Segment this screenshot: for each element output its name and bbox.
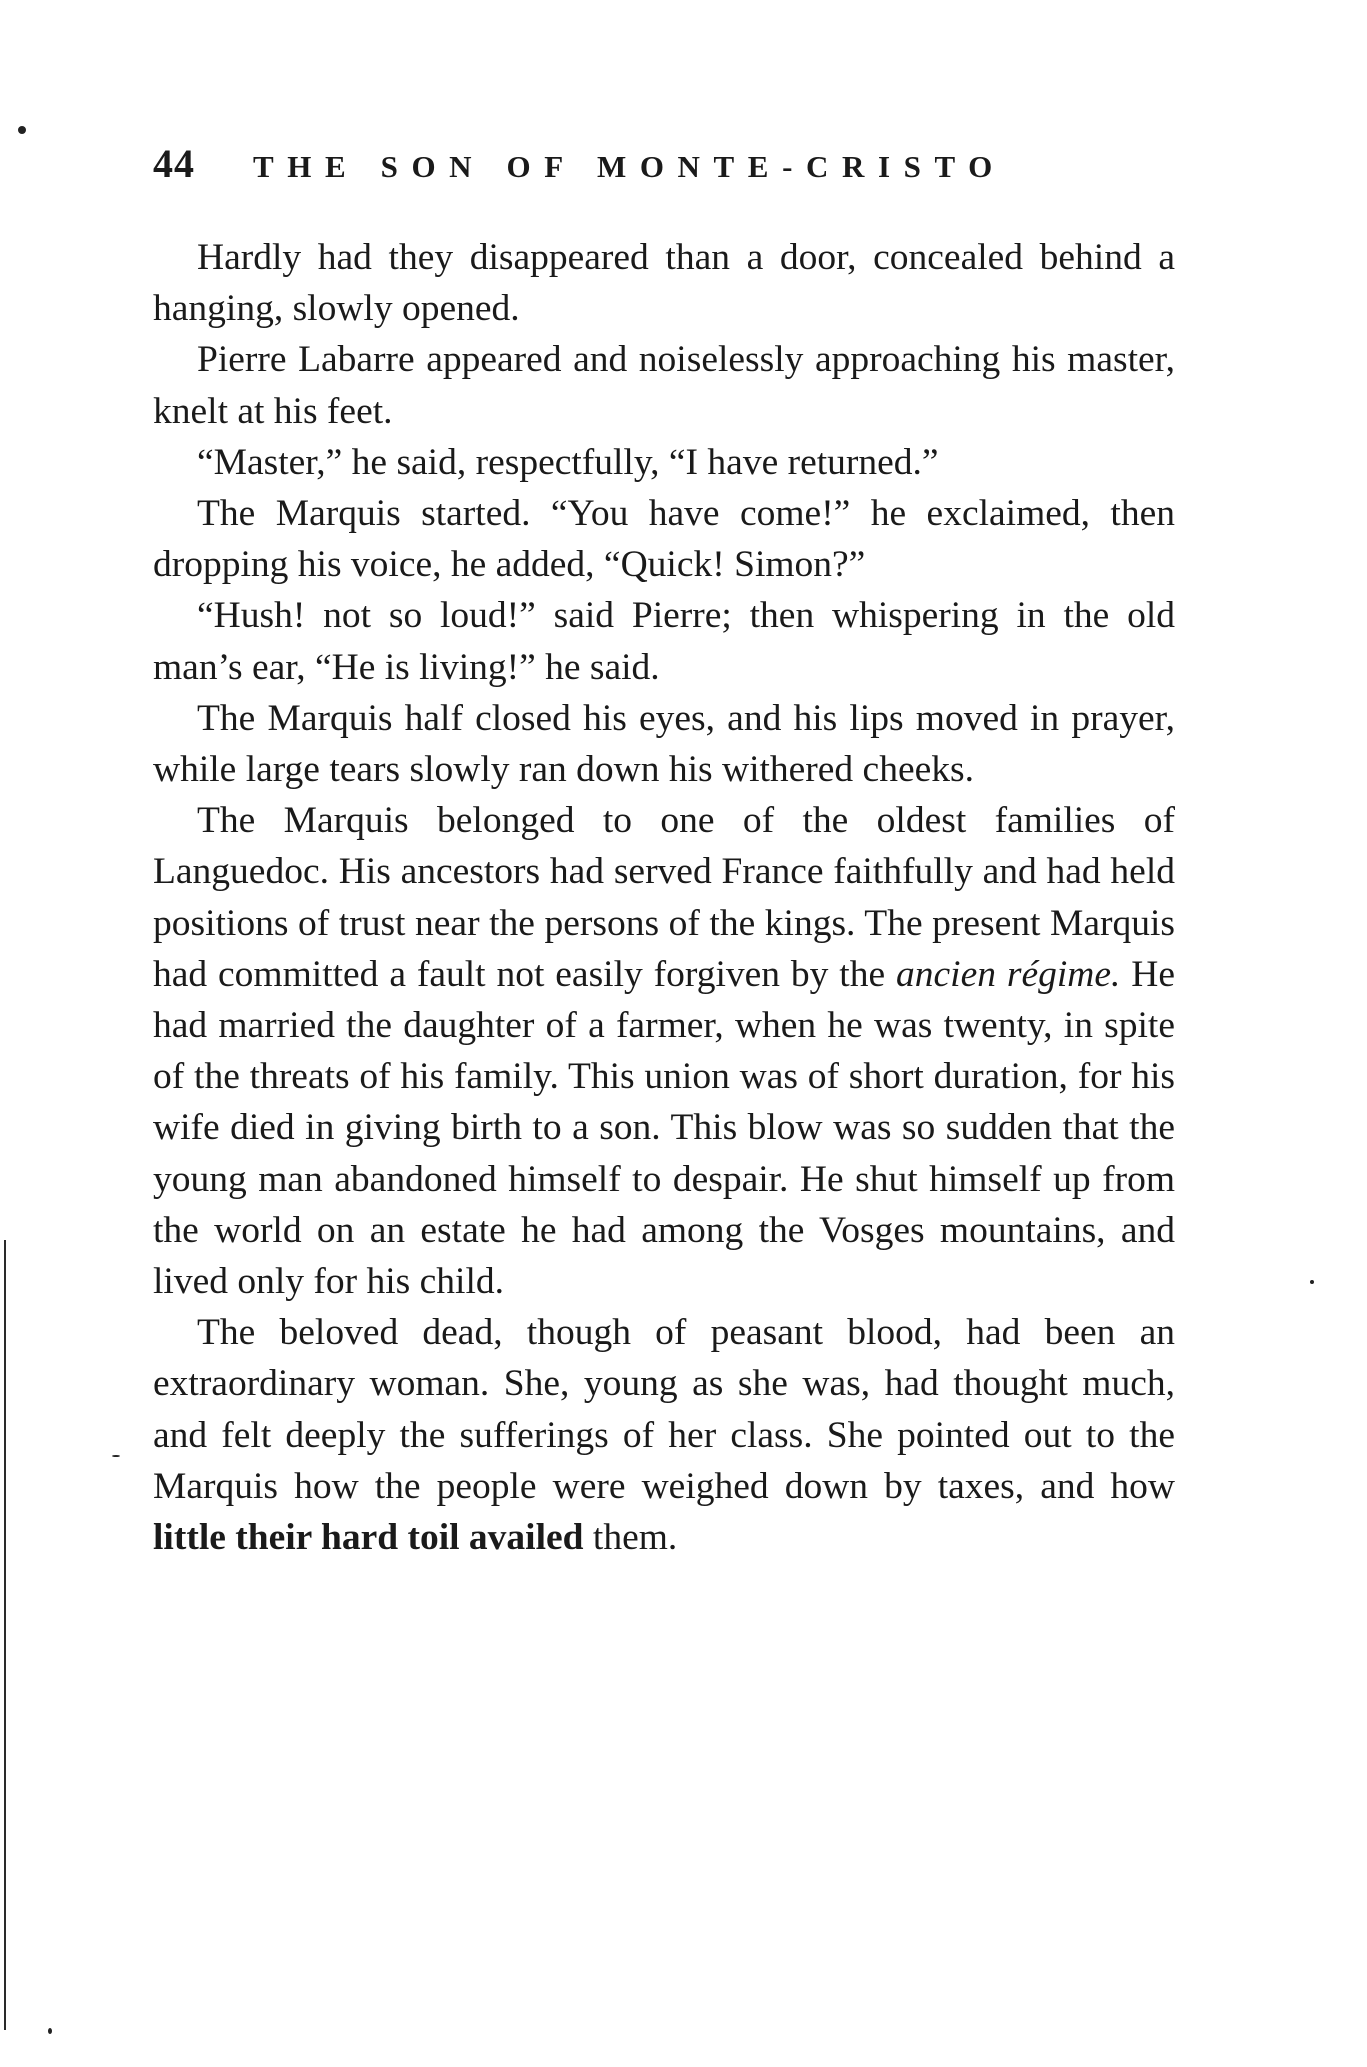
running-title: THE SON OF MONTE-CRISTO	[253, 149, 1006, 184]
bold-phrase: little their hard toil availed	[153, 1517, 584, 1559]
italic-phrase: ancien régime.	[896, 953, 1121, 995]
scan-edge-line	[4, 1240, 6, 2030]
paragraph: Hardly had they disappeared than a door, concealed behind a hanging, slowly opened.	[153, 237, 1175, 330]
scan-speck	[18, 126, 26, 134]
paragraph-text: The Marquis belonged to one of the oldest families of Languedoc. His ancestors had served France faithfully and had held positions of trust near the persons of the kings. The present Marquis had committed a fault not easily forgiven by the	[153, 800, 1175, 995]
body-text	[153, 232, 1175, 1563]
scan-speck	[112, 1455, 120, 1457]
paragraph: “Master,” he said, respectfully, “I have returned.”	[197, 441, 939, 483]
page-header	[153, 140, 1213, 200]
paragraph-text: He had married the daughter of a farmer, when he was twenty, in spite of the threats of his family. This union was of short duration, for his wife died in giving birth to a son. This blow was so sudden that the young man abandoned himself to despair. He shut himself up from the world on an estate he had among the Vosges mountains, and lived only for his child.	[153, 953, 1175, 1303]
paragraph: “Hush! not so loud!” said Pierre; then whispering in the old man’s ear, “He is living!” he said.	[153, 595, 1175, 688]
paragraph	[153, 795, 1175, 1307]
scan-speck	[1310, 1280, 1314, 1284]
page-number: 44	[153, 141, 195, 186]
paragraph	[153, 1307, 1175, 1563]
paragraph-text: The beloved dead, though of peasant blood, had been an extraordinary woman. She, young as she was, had thought much, and felt deeply the sufferings of her class. She pointed out to the Marquis how the people were weighed down by taxes, and how	[153, 1312, 1175, 1507]
paragraph: The Marquis half closed his eyes, and his lips moved in prayer, while large tears slowly ran down his withered cheeks.	[153, 697, 1175, 791]
paragraph: The Marquis started. “You have come!” he exclaimed, then dropping his voice, he added, “Quick! Simon?”	[153, 493, 1175, 586]
paragraph: Pierre Labarre appeared and noiselessly approaching his master, knelt at his feet.	[153, 339, 1175, 432]
scan-speck	[48, 2028, 52, 2034]
paragraph-text: them.	[583, 1517, 678, 1559]
